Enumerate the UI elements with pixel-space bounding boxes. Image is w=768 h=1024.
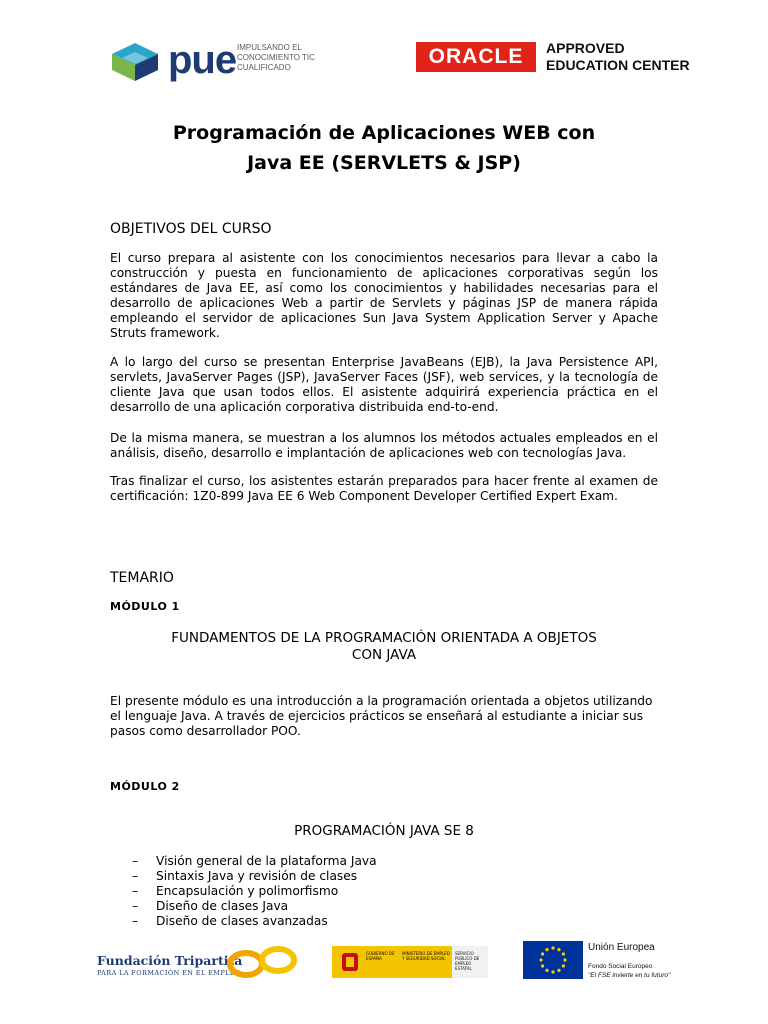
modulo-2-title: PROGRAMACIÓN JAVA SE 8 xyxy=(294,823,474,839)
bullet-dash: – xyxy=(132,899,139,913)
temario-heading: TEMARIO xyxy=(110,570,174,586)
title-line2: Java EE (SERVLETS & JSP) xyxy=(247,152,521,174)
eu-title: Unión Europea xyxy=(588,942,655,953)
modulo-1-title-line1: FUNDAMENTOS DE LA PROGRAMACIÓN ORIENTADA A OBJETOS xyxy=(171,630,597,646)
ministerio-text: MINISTERIO DE EMPLEO Y SEGURIDAD SOCIAL xyxy=(402,951,450,961)
gobierno-text: GOBIERNO DE ESPAÑA xyxy=(366,951,395,961)
eu-flag-icon xyxy=(523,941,583,979)
objetivos-paragraph-3: De la misma manera, se muestran a los alumnos los métodos actuales empleados en el análisis, diseño, desarrollo e implantación de aplicaciones web con tecnologías Java. xyxy=(110,431,658,460)
eu-fondo-social: Fondo Social Europeo xyxy=(588,963,653,970)
fundacion-tripartita-logo xyxy=(97,953,242,977)
topic-item xyxy=(132,869,377,884)
objetivos-paragraph-2: A lo largo del curso se presentan Enterprise JavaBeans (EJB), la Java Persistence API, servlets, JavaServer Pages (JSP), JavaServer Faces (JSF), web services, y la tecnología de cliente Java que usan todos ellos. El asistente adquirirá experiencia práctica en el desarrollo de una aplicación corporativa distribuida end-to-end. xyxy=(110,355,658,414)
bullet-dash: – xyxy=(132,869,139,883)
fundacion-name: Fundación Tripartita xyxy=(97,953,243,968)
topic-text: Encapsulación y polimorfismo xyxy=(156,884,339,898)
modulo-1-title-line2: CON JAVA xyxy=(351,647,417,663)
fundacion-infinity-icon xyxy=(226,944,300,980)
spain-coat-of-arms-icon xyxy=(338,950,362,974)
bullet-dash: – xyxy=(132,884,139,898)
pue-logo-icon xyxy=(108,41,162,83)
bullet-dash: – xyxy=(132,914,139,928)
topic-text: Visión general de la plataforma Java xyxy=(156,854,377,868)
objetivos-paragraph-1: El curso prepara al asistente con los conocimientos necesarios para llevar a cabo la construcción y puesta en funcionamiento de aplicaciones corporativas según los estándares de Java EE, así como los conocimientos y habilidades necesarias para el desarrollo de aplicaciones Web a partir de Servlets y páginas JSP de manera rápida empleando el servidor de aplicaciones Sun Java System Application Server y Apache Struts framework. xyxy=(110,251,658,340)
oracle-logo: ORACLE xyxy=(416,42,536,72)
sepe-text: SERVICIO PÚBLICO DE EMPLEO ESTATAL xyxy=(455,951,480,971)
oracle-approved-line1: APPROVED xyxy=(546,40,625,56)
modulo-1-label: MÓDULO 1 xyxy=(110,600,180,613)
objetivos-paragraph-4: Tras finalizar el curso, los asistentes estarán preparados para hacer frente al examen de certificación: 1Z0-899 Java EE 6 Web Component Developer Certified Expert Exam. xyxy=(110,474,658,503)
eu-quote: "El FSE invierte en tu futuro" xyxy=(588,972,671,979)
page-title xyxy=(80,118,688,178)
topic-item xyxy=(132,884,377,899)
topic-text: Diseño de clases avanzadas xyxy=(156,914,328,928)
pue-tagline: IMPULSANDO EL CONOCIMIENTO TIC CUALIFICADO xyxy=(237,43,315,72)
modulo-1-description: El presente módulo es una introducción a la programación orientada a objetos utilizando el lenguaje Java. A través de ejercicios prácticos se enseñará al estudiante a iniciar sus pasos como desarrollador POO. xyxy=(110,694,653,738)
title-line1: Programación de Aplicaciones WEB con xyxy=(172,122,596,144)
topic-item xyxy=(132,899,377,914)
fundacion-subtitle: PARA LA FORMACIÓN EN EL EMPLEO xyxy=(97,969,241,977)
objetivos-heading: OBJETIVOS DEL CURSO xyxy=(110,221,272,237)
topic-item xyxy=(132,854,377,869)
pue-logo-text: pue xyxy=(168,38,237,82)
modulo-2-label: MÓDULO 2 xyxy=(110,780,180,793)
bullet-dash: – xyxy=(132,854,139,868)
modulo-2-topic-list xyxy=(132,854,377,929)
oracle-approved-center xyxy=(546,40,690,74)
modulo-1-title xyxy=(110,630,658,664)
topic-text: Sintaxis Java y revisión de clases xyxy=(156,869,358,883)
topic-item xyxy=(132,914,377,929)
oracle-approved-line2: EDUCATION CENTER xyxy=(546,57,690,73)
topic-text: Diseño de clases Java xyxy=(156,899,289,913)
